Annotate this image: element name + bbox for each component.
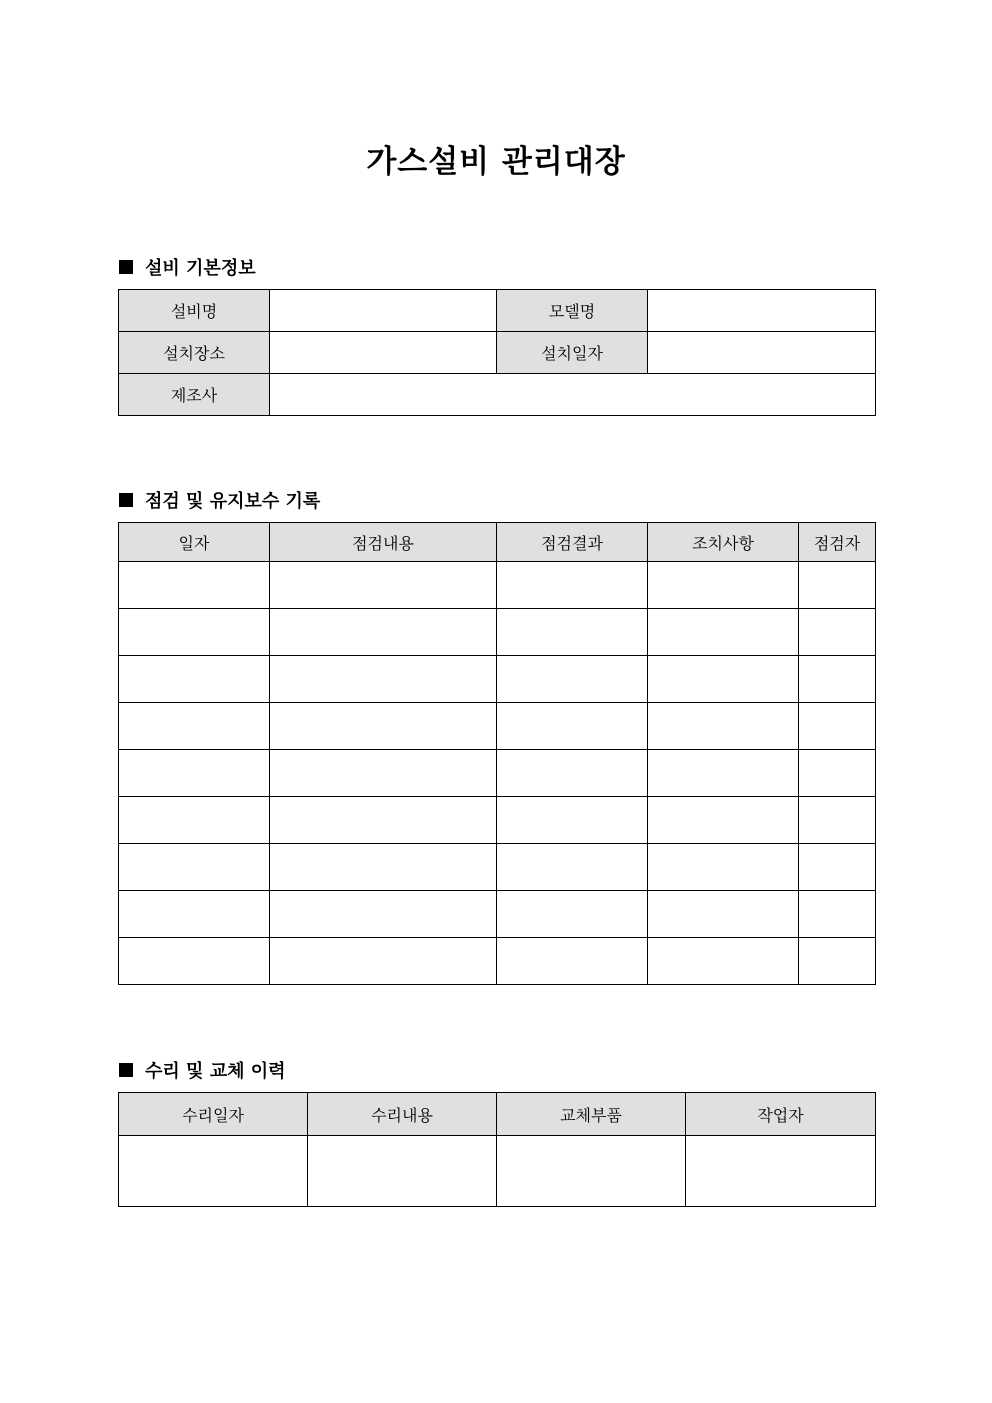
label-install-location: 설치장소	[119, 332, 270, 374]
inspection-cell[interactable]	[270, 844, 497, 891]
section-heading-inspection	[119, 487, 320, 513]
section-heading-basic-info	[119, 254, 256, 280]
inspection-column-header: 점검결과	[497, 523, 648, 562]
repair-column-header: 수리내용	[308, 1093, 497, 1136]
label-equipment-name: 설비명	[119, 290, 270, 332]
inspection-cell[interactable]	[119, 797, 270, 844]
inspection-cell[interactable]	[119, 609, 270, 656]
table-row	[119, 609, 876, 656]
label-model-name: 모델명	[497, 290, 648, 332]
inspection-cell[interactable]	[270, 609, 497, 656]
inspection-cell[interactable]	[119, 844, 270, 891]
inspection-cell[interactable]	[270, 938, 497, 985]
inspection-cell[interactable]	[497, 703, 648, 750]
repair-cell[interactable]	[308, 1136, 497, 1207]
field-install-location[interactable]	[270, 332, 497, 374]
inspection-cell[interactable]	[799, 750, 876, 797]
inspection-cell[interactable]	[799, 797, 876, 844]
inspection-cell[interactable]	[648, 750, 799, 797]
inspection-cell[interactable]	[270, 891, 497, 938]
label-manufacturer: 제조사	[119, 374, 270, 416]
inspection-cell[interactable]	[497, 844, 648, 891]
field-model-name[interactable]	[648, 290, 876, 332]
inspection-cell[interactable]	[648, 609, 799, 656]
inspection-cell[interactable]	[799, 891, 876, 938]
table-row	[119, 938, 876, 985]
inspection-cell[interactable]	[119, 656, 270, 703]
inspection-cell[interactable]	[799, 938, 876, 985]
repair-column-header: 교체부품	[497, 1093, 686, 1136]
inspection-cell[interactable]	[119, 750, 270, 797]
inspection-table	[118, 522, 876, 985]
section-heading-repair	[119, 1057, 286, 1083]
inspection-cell[interactable]	[497, 938, 648, 985]
table-row	[119, 703, 876, 750]
repair-table	[118, 1092, 876, 1207]
inspection-cell[interactable]	[799, 562, 876, 609]
repair-column-header: 작업자	[686, 1093, 876, 1136]
inspection-cell[interactable]	[648, 656, 799, 703]
repair-cell[interactable]	[686, 1136, 876, 1207]
inspection-cell[interactable]	[648, 938, 799, 985]
label-install-date: 설치일자	[497, 332, 648, 374]
inspection-cell[interactable]	[497, 891, 648, 938]
inspection-cell[interactable]	[799, 703, 876, 750]
field-install-date[interactable]	[648, 332, 876, 374]
inspection-cell[interactable]	[270, 797, 497, 844]
square-bullet-icon	[119, 1063, 133, 1077]
inspection-cell[interactable]	[799, 609, 876, 656]
inspection-cell[interactable]	[648, 797, 799, 844]
inspection-cell[interactable]	[270, 656, 497, 703]
table-row	[119, 797, 876, 844]
inspection-cell[interactable]	[270, 562, 497, 609]
table-row	[119, 750, 876, 797]
inspection-cell[interactable]	[497, 656, 648, 703]
inspection-cell[interactable]	[497, 562, 648, 609]
field-equipment-name[interactable]	[270, 290, 497, 332]
inspection-cell[interactable]	[799, 656, 876, 703]
basic-info-table	[118, 289, 876, 416]
table-row	[119, 656, 876, 703]
inspection-cell[interactable]	[119, 891, 270, 938]
section-heading-label: 점검 및 유지보수 기록	[145, 491, 321, 512]
square-bullet-icon	[119, 260, 133, 274]
inspection-cell[interactable]	[270, 750, 497, 797]
inspection-cell[interactable]	[497, 609, 648, 656]
inspection-cell[interactable]	[119, 703, 270, 750]
table-row	[119, 844, 876, 891]
repair-column-header: 수리일자	[119, 1093, 308, 1136]
inspection-column-header: 조치사항	[648, 523, 799, 562]
inspection-cell[interactable]	[270, 703, 497, 750]
inspection-cell[interactable]	[119, 938, 270, 985]
repair-cell[interactable]	[119, 1136, 308, 1207]
inspection-column-header: 점검내용	[270, 523, 497, 562]
inspection-cell[interactable]	[648, 844, 799, 891]
square-bullet-icon	[119, 493, 133, 507]
section-heading-label: 수리 및 교체 이력	[145, 1061, 286, 1082]
field-manufacturer[interactable]	[270, 374, 876, 416]
inspection-cell[interactable]	[497, 750, 648, 797]
inspection-cell[interactable]	[799, 844, 876, 891]
inspection-cell[interactable]	[497, 797, 648, 844]
inspection-cell[interactable]	[648, 562, 799, 609]
repair-cell[interactable]	[497, 1136, 686, 1207]
section-heading-label: 설비 기본정보	[145, 258, 256, 279]
inspection-cell[interactable]	[119, 562, 270, 609]
inspection-column-header: 일자	[119, 523, 270, 562]
inspection-column-header: 점검자	[799, 523, 876, 562]
table-row	[119, 891, 876, 938]
table-row	[119, 562, 876, 609]
inspection-cell[interactable]	[648, 891, 799, 938]
page-title: 가스설비 관리대장	[366, 144, 626, 180]
inspection-cell[interactable]	[648, 703, 799, 750]
table-row	[119, 1136, 876, 1207]
